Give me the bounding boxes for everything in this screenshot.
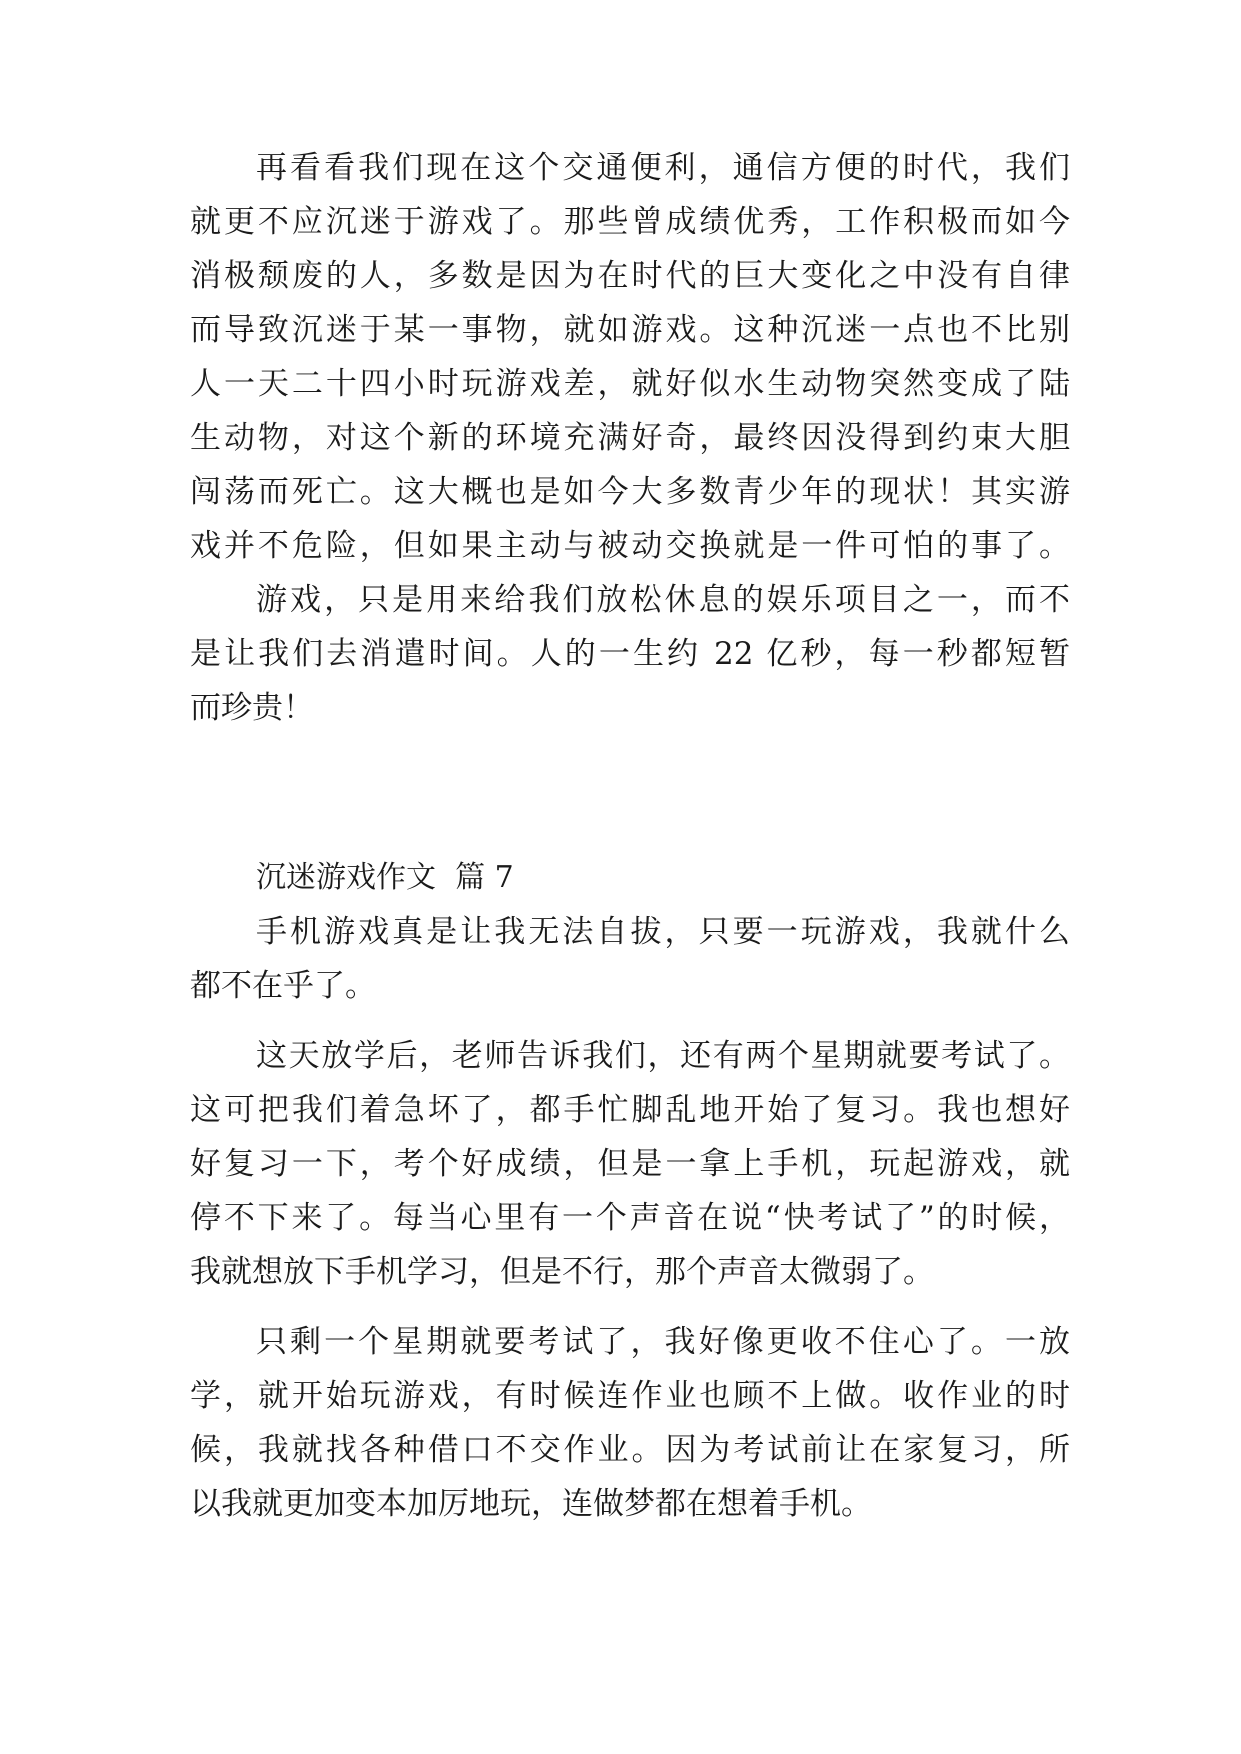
paragraph-4-line-4: 停不下来了。每当心里有一个声音在说“快考试了”的时候， [190,1200,1070,1236]
paragraph-1-line-5: 人一天二十四小时玩游戏差，就好似水生动物突然变成了陆 [190,366,1070,402]
paragraph-5-line-2: 学，就开始玩游戏，有时候连作业也顾不上做。收作业的时 [190,1378,1070,1414]
paragraph-1-line-8: 戏并不危险，但如果主动与被动交换就是一件可怕的事了。 [190,528,1070,564]
paragraph-4-line-5: 我就想放下手机学习，但是不行，那个声音太微弱了。 [190,1254,934,1290]
paragraph-3-line-2: 都不在乎了。 [190,968,376,1004]
paragraph-4-line-3: 好复习一下，考个好成绩，但是一拿上手机，玩起游戏，就 [190,1146,1070,1182]
paragraph-3-line-1: 手机游戏真是让我无法自拔，只要一玩游戏，我就什么 [256,914,1070,950]
paragraph-1-line-1: 再看看我们现在这个交通便利，通信方便的时代，我们 [256,150,1070,186]
paragraph-1-line-2: 就更不应沉迷于游戏了。那些曾成绩优秀，工作积极而如今 [190,204,1070,240]
paragraph-4-line-1: 这天放学后，老师告诉我们，还有两个星期就要考试了。 [256,1038,1070,1074]
paragraph-5-line-3: 候，我就找各种借口不交作业。因为考试前让在家复习，所 [190,1432,1070,1468]
paragraph-5-line-1: 只剩一个星期就要考试了，我好像更收不住心了。一放 [256,1324,1070,1360]
paragraph-2-line-3: 而珍贵！ [190,690,314,726]
paragraph-1-line-4: 而导致沉迷于某一事物，就如游戏。这种沉迷一点也不比别 [190,312,1070,348]
paragraph-2-line-2: 是让我们去消遣时间。人的一生约 22 亿秒，每一秒都短暂 [190,636,1070,672]
paragraph-1-line-6: 生动物，对这个新的环境充满好奇，最终因没得到约束大胆 [190,420,1070,456]
paragraph-4-line-2: 这可把我们着急坏了，都手忙脚乱地开始了复习。我也想好 [190,1092,1070,1128]
section-heading: 沉迷游戏作文 篇 7 [256,860,514,895]
paragraph-1-line-7: 闯荡而死亡。这大概也是如今大多数青少年的现状！其实游 [190,474,1070,510]
paragraph-5-line-4: 以我就更加变本加厉地玩，连做梦都在想着手机。 [190,1486,872,1522]
paragraph-2-line-1: 游戏，只是用来给我们放松休息的娱乐项目之一，而不 [256,582,1070,618]
paragraph-1-line-3: 消极颓废的人，多数是因为在时代的巨大变化之中没有自律 [190,258,1070,294]
